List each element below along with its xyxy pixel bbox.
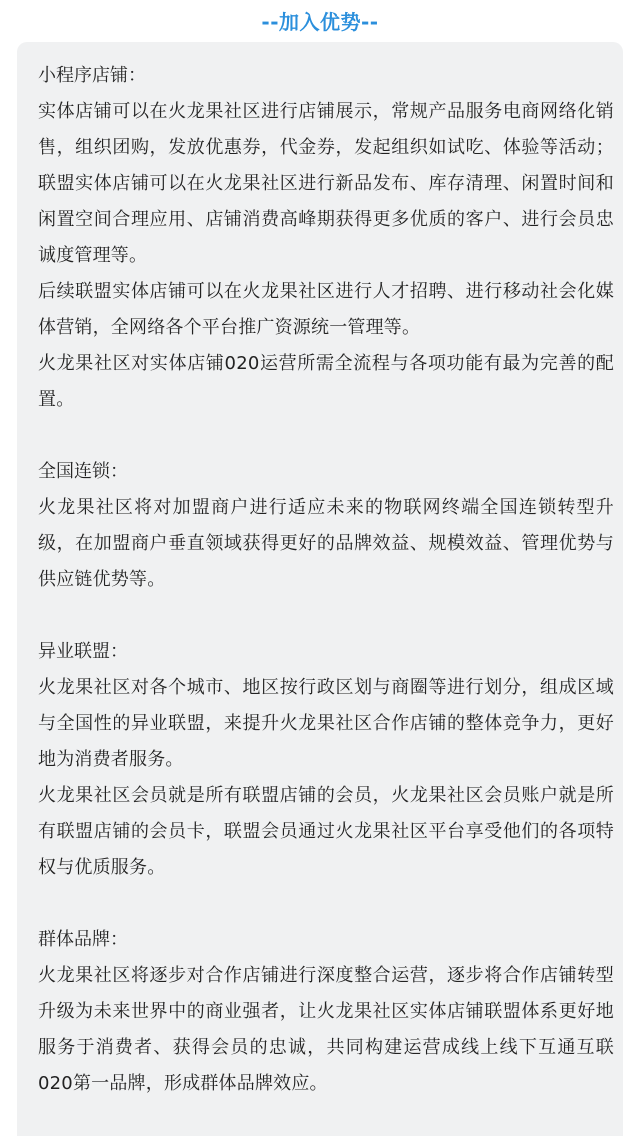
section-spacer	[38, 418, 614, 454]
content-card	[17, 42, 623, 1136]
header	[0, 0, 640, 40]
section-spacer	[38, 886, 614, 922]
section-mini-program-store	[38, 58, 614, 418]
content-body	[38, 58, 614, 1102]
section-title: 小程序店铺：	[38, 65, 146, 86]
paragraph: 实体店铺可以在火龙果社区进行店铺展示，常规产品服务电商网络化销售，组织团购，发放优惠券，代金券，发起组织如试吃、体验等活动；联盟实体店铺可以在火龙果社区进行新品发布、库存清理、闲置时间和闲置空间合理应用、店铺消费高峰期获得更多优质的客户、进行会员忠诚度管理等。	[38, 101, 614, 266]
paragraph: 火龙果社区将逐步对合作店铺进行深度整合运营，逐步将合作店铺转型升级为未来世界中的商业强者，让火龙果社区实体店铺联盟体系更好地服务于消费者、获得会员的忠诚，共同构建运营成线上线下互通互联020第一品牌，形成群体品牌效应。	[38, 965, 614, 1094]
section-cross-industry-alliance	[38, 634, 614, 886]
paragraph: 后续联盟实体店铺可以在火龙果社区进行人才招聘、进行移动社会化媒体营销，全网络各个平台推广资源统一管理等。	[38, 281, 614, 338]
section-title: 群体品牌：	[38, 929, 128, 950]
paragraph: 火龙果社区会员就是所有联盟店铺的会员，火龙果社区会员账户就是所有联盟店铺的会员卡，联盟会员通过火龙果社区平台享受他们的各项特权与优质服务。	[38, 785, 614, 878]
page-title: --加入优势--	[261, 9, 379, 34]
section-spacer	[38, 598, 614, 634]
section-group-brand	[38, 922, 614, 1102]
paragraph: 火龙果社区将对加盟商户进行适应未来的物联网终端全国连锁转型升级，在加盟商户垂直领域获得更好的品牌效益、规模效益、管理优势与供应链优势等。	[38, 497, 614, 590]
section-title: 异业联盟：	[38, 641, 128, 662]
section-title: 全国连锁：	[38, 461, 128, 482]
paragraph: 火龙果社区对实体店铺020运营所需全流程与各项功能有最为完善的配置。	[38, 353, 614, 410]
paragraph: 火龙果社区对各个城市、地区按行政区划与商圈等进行划分，组成区域与全国性的异业联盟，来提升火龙果社区合作店铺的整体竞争力，更好地为消费者服务。	[38, 677, 614, 770]
section-national-chain	[38, 454, 614, 598]
